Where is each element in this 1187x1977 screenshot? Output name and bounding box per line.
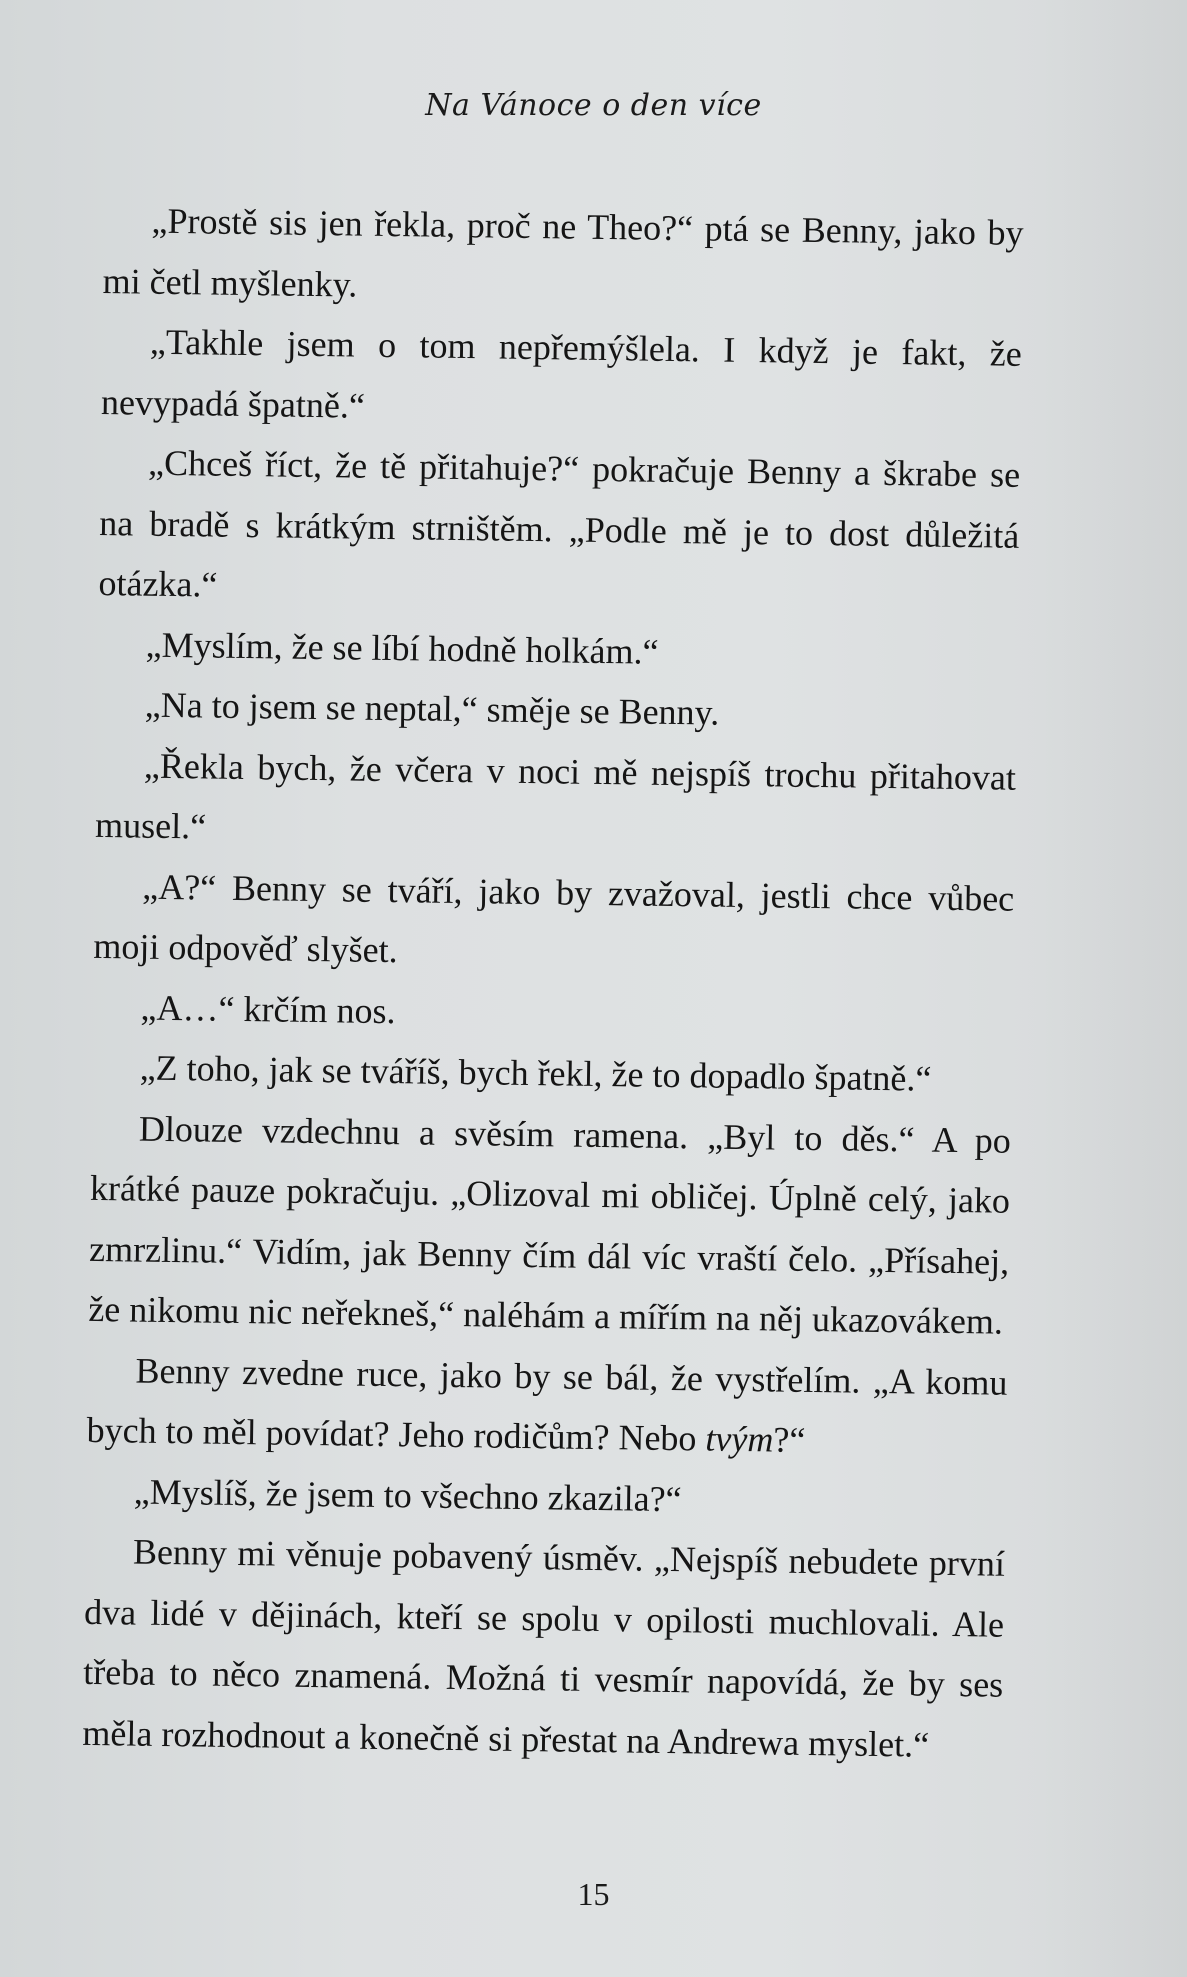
body-text — [82, 190, 1024, 1776]
paragraph-8: „A…“ krčím nos. — [140, 987, 396, 1031]
paragraph-11 — [86, 1339, 1008, 1473]
paragraph-5: „Na to jsem se neptal,“ směje se Benny. — [144, 684, 720, 733]
paragraph-10: Dlouze vzdechnu a svěsím ramena. „Byl to děs.“ A po krátké pauze pokračuju. „Olizoval mi obličej. Úplně celý, jako zmrzlinu.“ Vidím, jak Benny čím dál víc vraští čelo. „Přísahej, že nikomu nic neřekneš,“ naléhám a mířím na něj ukazovákem. — [88, 1108, 1012, 1342]
paragraph-7: „A?“ Benny se tváří, jako by zvažoval, jestli chce vůbec moji odpověď slyšet. — [93, 866, 1015, 971]
paragraph-11-text: Benny zvedne ruce, jako by se bál, že vystřelím. „A komu bych to měl povídat? Jeho rodičům? Nebo — [86, 1350, 1008, 1459]
paragraph-13: Benny mi věnuje pobavený úsměv. „Nejspíš nebudete první dva lidé v dějinách, kteří se spolu v opilosti muchlovali. Ale třeba to něco znamená. Možná ti vesmír napovídá, že by ses měla rozhodnout a konečně si přestat na Andrewa myslet.“ — [82, 1531, 1006, 1765]
page-number: 15 — [577, 1876, 610, 1912]
paragraph-3: „Chceš říct, že tě přitahuje?“ pokračuje Benny a škrabe se na bradě s krátkým strništěm. „Podle mě je to dost důležitá otázka.“ — [98, 442, 1021, 605]
show-through-shading — [1037, 0, 1187, 1977]
paragraph-2: „Takhle jsem o tom nepřemýšlela. I když je fakt, že nevypadá špatně.“ — [100, 321, 1023, 426]
paragraph-9: „Z toho, jak se tváříš, bych řekl, že to dopadlo špatně.“ — [139, 1047, 932, 1099]
paragraph-12: „Myslíš, že jsem to všechno zkazila?“ — [133, 1471, 682, 1519]
paragraph-1: „Prostě sis jen řekla, proč ne Theo?“ ptá se Benny, jako by mi četl myšlenky. — [102, 200, 1024, 305]
paragraph-6: „Řekla bych, že včera v noci mě nejspíš trochu přitahovat musel.“ — [94, 745, 1017, 847]
paragraph-11-emphasis: tvým — [705, 1418, 774, 1460]
paragraph-4: „Myslím, že se líbí hodně holkám.“ — [145, 624, 659, 672]
running-head: Na Vánoce o den více — [425, 88, 762, 123]
paragraph-11-end: ?“ — [773, 1419, 806, 1460]
